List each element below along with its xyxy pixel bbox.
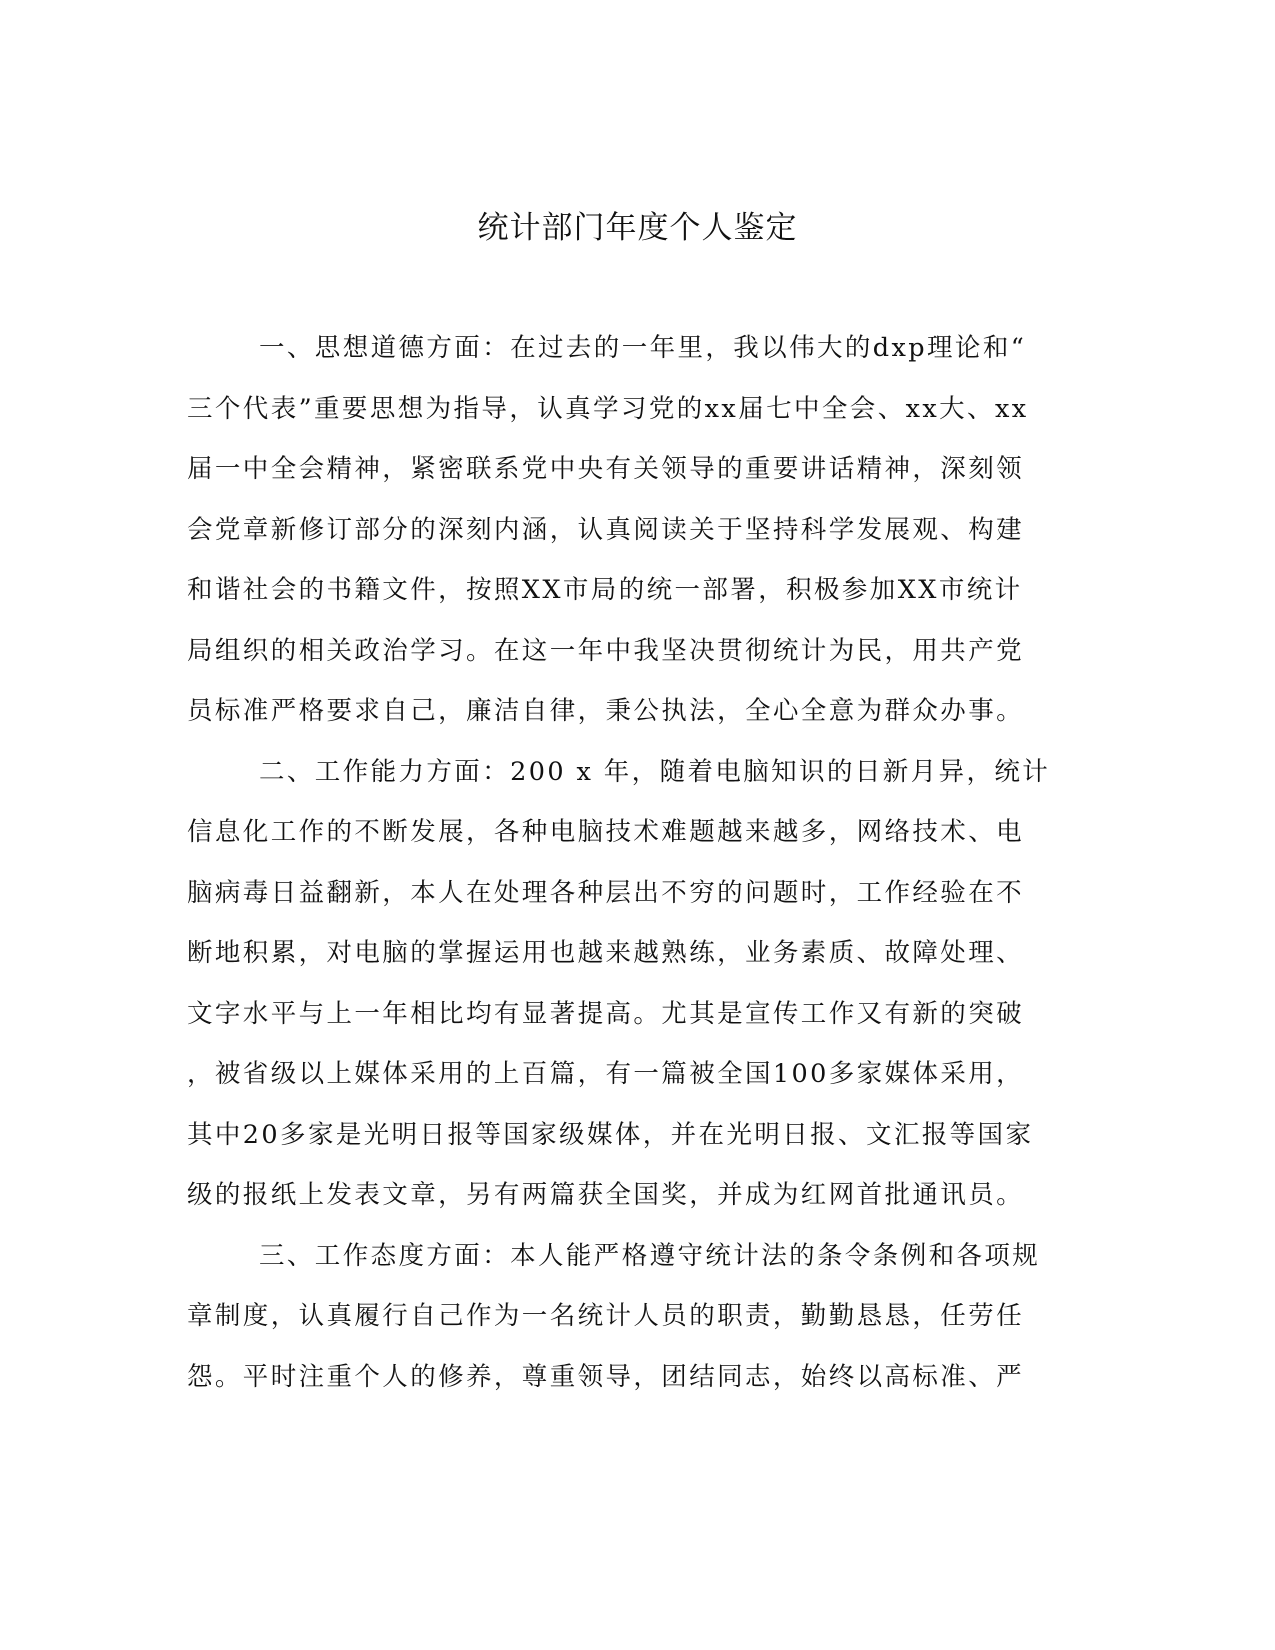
- text-line: 其中20多家是光明日报等国家级媒体，并在光明日报、文汇报等国家: [187, 1119, 1034, 1150]
- text-line: 脑病毒日益翻新，本人在处理各种层出不穷的问题时，工作经验在不: [187, 877, 1025, 908]
- document-title: 统计部门年度个人鉴定: [477, 210, 798, 246]
- text-line: 章制度，认真履行自己作为一名统计人员的职责，勤勤恳恳，任劳任: [187, 1301, 1025, 1331]
- text-line: 会党章新修订部分的深刻内涵，认真阅读关于坚持科学发展观、构建: [187, 514, 1025, 545]
- text-line: 怨。平时注重个人的修养，尊重领导，团结同志，始终以高标准、严: [187, 1361, 1025, 1392]
- text-line: 一、思想道德方面：在过去的一年里，我以伟大的dxp理论和“: [259, 333, 1027, 363]
- text-line: 三个代表”重要思想为指导，认真学习党的xx届七中全会、xx大、xx: [187, 393, 1029, 424]
- text-line: 三、工作态度方面：本人能严格遵守统计法的条令条例和各项规: [259, 1240, 1041, 1271]
- text-line: 员标准严格要求自己，廉洁自律，秉公执法，全心全意为群众办事。: [187, 696, 1025, 726]
- text-line: 和谐社会的书籍文件，按照XX市局的统一部署，积极参加XX市统计: [187, 575, 1023, 605]
- text-line: 局组织的相关政治学习。在这一年中我坚决贯彻统计为民，用共产党: [187, 635, 1025, 666]
- text-line: 断地积累，对电脑的掌握运用也越来越熟练，业务素质、故障处理、: [187, 938, 1025, 968]
- document-body: [187, 326, 1087, 1415]
- text-line: ，被省级以上媒体采用的上百篇，有一篇被全国100多家媒体采用，: [187, 1059, 1025, 1089]
- text-line: 信息化工作的不断发展，各种电脑技术难题越来越多，网络技术、电: [187, 817, 1025, 847]
- text-line: 文字水平与上一年相比均有显著提高。尤其是宣传工作又有新的突破: [187, 998, 1025, 1029]
- text-line: 二、工作能力方面：200 x 年，随着电脑知识的日新月异，统计: [259, 756, 1051, 787]
- text-line: 级的报纸上发表文章，另有两篇获全国奖，并成为红网首批通讯员。: [187, 1180, 1025, 1210]
- text-line: 届一中全会精神，紧密联系党中央有关领导的重要讲话精神，深刻领: [187, 454, 1025, 484]
